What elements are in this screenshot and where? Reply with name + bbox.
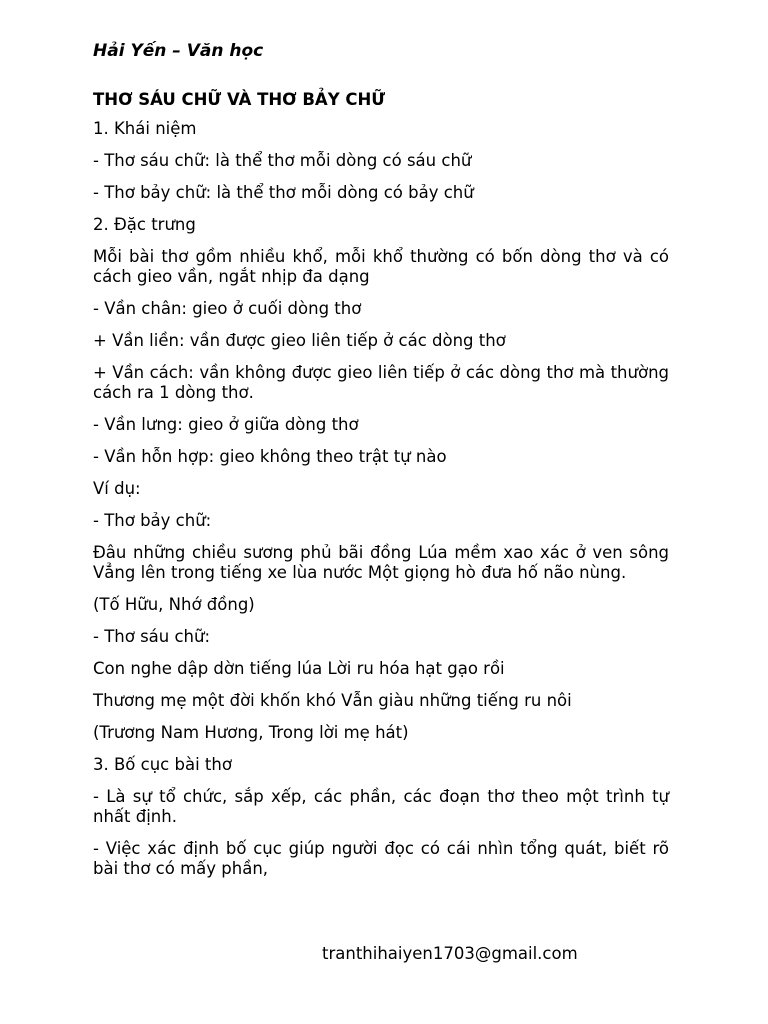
paragraph: - Việc xác định bố cục giúp người đọc có cái nhìn tổng quát, biết rõ bài thơ có mấy phần, bbox=[93, 839, 669, 878]
document-body bbox=[93, 89, 669, 891]
poem-citation: (Tố Hữu, Nhớ đồng) bbox=[93, 595, 255, 614]
section-heading-concept: 1. Khái niệm bbox=[93, 119, 197, 138]
document-title: THƠ SÁU CHỮ VÀ THƠ BẢY CHỮ bbox=[93, 90, 386, 109]
footer-email: tranthihaiyen1703@gmail.com bbox=[322, 944, 578, 963]
section-heading-structure: 3. Bố cục bài thơ bbox=[93, 755, 232, 774]
poem-citation: (Trương Nam Hương, Trong lời mẹ hát) bbox=[93, 723, 409, 742]
paragraph: - Thơ bảy chữ: là thể thơ mỗi dòng có bảy chữ bbox=[93, 183, 474, 202]
paragraph: - Thơ sáu chữ: là thể thơ mỗi dòng có sáu chữ bbox=[93, 151, 472, 170]
paragraph: - Là sự tổ chức, sắp xếp, các phần, các đoạn thơ theo một trình tự nhất định. bbox=[93, 787, 669, 826]
paragraph: Ví dụ: bbox=[93, 479, 141, 498]
paragraph: + Vần cách: vần không được gieo liên tiếp ở các dòng thơ mà thường cách ra 1 dòng thơ. bbox=[93, 363, 669, 402]
paragraph: - Vần chân: gieo ở cuối dòng thơ bbox=[93, 299, 362, 318]
poem-line: Con nghe dập dờn tiếng lúa Lời ru hóa hạt gạo rồi bbox=[93, 659, 505, 678]
paragraph: - Thơ bảy chữ: bbox=[93, 511, 212, 530]
paragraph: - Vần lưng: gieo ở giữa dòng thơ bbox=[93, 415, 359, 434]
paragraph: - Thơ sáu chữ: bbox=[93, 627, 211, 646]
paragraph: Mỗi bài thơ gồm nhiều khổ, mỗi khổ thường có bốn dòng thơ và có cách gieo vần, ngắt nhịp đa dạng bbox=[93, 247, 669, 286]
section-heading-features: 2. Đặc trưng bbox=[93, 215, 196, 234]
paragraph: + Vần liền: vần được gieo liên tiếp ở các dòng thơ bbox=[93, 331, 506, 350]
paragraph: - Vần hỗn hợp: gieo không theo trật tự nào bbox=[93, 447, 447, 466]
author-header: Hải Yến – Văn học bbox=[93, 41, 264, 61]
poem-excerpt: Đâu những chiều sương phủ bãi đồng Lúa mềm xao xác ở ven sông Vẳng lên trong tiếng xe lùa nước Một giọng hò đưa hố não nùng. bbox=[93, 543, 669, 582]
poem-line: Thương mẹ một đời khốn khó Vẫn giàu những tiếng ru nôi bbox=[93, 691, 572, 710]
